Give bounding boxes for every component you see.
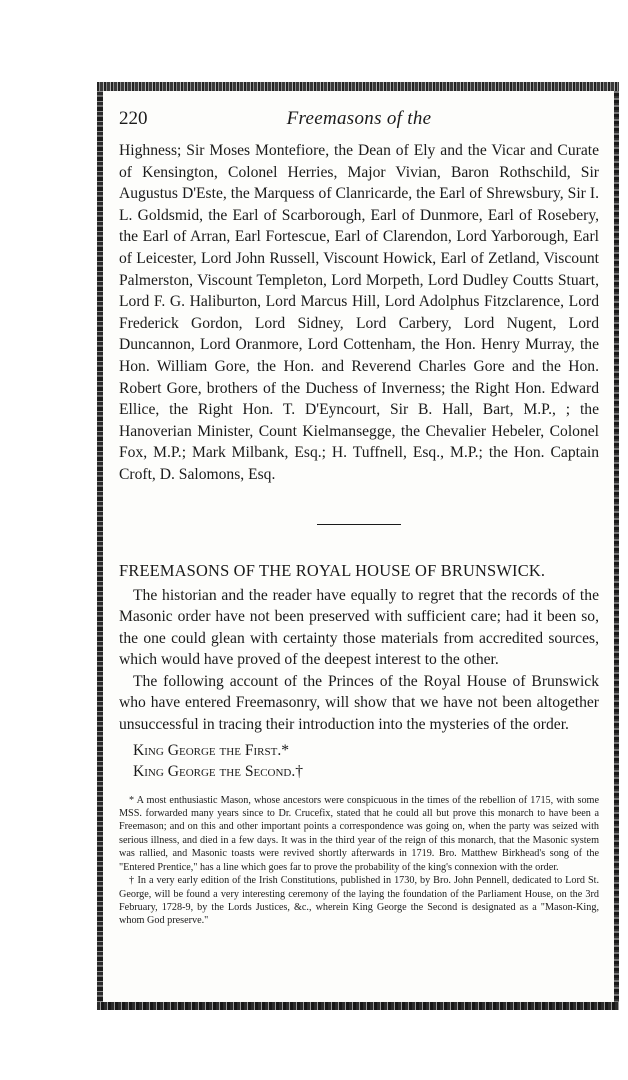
scanned-page xyxy=(97,82,619,1010)
footnote: † In a very early edition of the Irish Constitutions, published in 1730, by Bro. John Pennell, dedicated to Lord St. George, will be found a very interesting ceremony of the laying the foundation of the Parliament House, on the 3rd February, 1728-9, by the Lords Justices, &c., wherein King George the Second is designated as a "Mason-King, whom God preserve." xyxy=(119,875,599,927)
footnote: * A most enthusiastic Mason, whose ancestors were conspicuous in the times of the rebellion of 1715, with some MSS. forwarded many years since to Dr. Crucefix, stated that he could all but prove this monarch to have been a Freemason; and on this and other important points a correspondence was going on, when the party was seized with serious illness, and died in a few days. It was in the third year of the reign of this monarch, that the Masonic system was rallied, and Masonic toasts were revived shortly afterwards in 1719. Bro. Matthew Birkhead's song of the "Entered Prentice," has a line which goes far to prove the probability of the king's connexion with the order. xyxy=(119,794,599,873)
list-item: King George the Second.† xyxy=(133,762,304,780)
scan-edge-right xyxy=(614,82,619,1010)
list-item: King George the First.* xyxy=(133,741,290,759)
section-paragraph-1: The historian and the reader have equally to regret that the records of the Masonic order have not been preserved with sufficient care; had it been so, the one could glean with certainty those materials from accredited sources, which would have proved of the deepest interest to the other. xyxy=(119,586,599,669)
page-content xyxy=(119,108,599,928)
scan-edge-left xyxy=(97,82,103,1010)
page-header xyxy=(119,108,599,134)
page-number: 220 xyxy=(119,108,148,129)
footnotes xyxy=(119,794,599,928)
scan-edge-bottom xyxy=(97,1002,619,1010)
kings-list xyxy=(119,740,599,782)
members-list-paragraph: Highness; Sir Moses Montefiore, the Dean of Ely and the Vicar and Curate of Kensington, Colonel Herries, Major Vivian, Baron Rothschild, Sir Augustus D'Este, the Marquess of Clanricarde, the Earl of Shrewsbury, Sir I. L. Goldsmid, the Earl of Scarborough, Earl of Dunmore, Earl of Rosebery, the Earl of Arran, Earl Fortescue, Earl of Clarendon, Lord Yarborough, Earl of Leicester, Lord John Russell, Viscount Howick, Earl of Zetland, Viscount Palmerston, Viscount Templeton, Lord Morpeth, Lord Dudley Coutts Stuart, Lord F. G. Haliburton, Lord Marcus Hill, Lord Adolphus Fitzclarence, Lord Frederick Gordon, Lord Sidney, Lord Carbery, Lord Nugent, Lord Duncannon, Lord Oranmore, Lord Cottenham, the Hon. Henry Murray, the Hon. William Gore, the Hon. and Reverend Charles Gore and the Hon. Robert Gore, brothers of the Duchess of Inverness; the Right Hon. Edward Ellice, the Right Hon. T. D'Eyncourt, Sir B. Hall, Bart, M.P., ; the Hanoverian Minister, Count Kielmansegge, the Chevalier Hebeler, Colonel Fox, M.P.; Mark Milbank, Esq.; H. Tuffnell, Esq., M.P.; the Hon. Captain Croft, D. Salomons, Esq. xyxy=(119,142,599,483)
section-heading: FREEMASONS OF THE ROYAL HOUSE OF BRUNSWICK. xyxy=(119,560,546,580)
running-head: Freemasons of the xyxy=(286,108,432,129)
section-divider xyxy=(317,524,401,525)
section-paragraph-2: The following account of the Princes of the Royal House of Brunswick who have entered Freemasonry, will show that we have not been altogether unsuccessful in tracing their introduction into the mysteries of the order. xyxy=(119,672,599,734)
scan-edge-top xyxy=(97,82,619,91)
